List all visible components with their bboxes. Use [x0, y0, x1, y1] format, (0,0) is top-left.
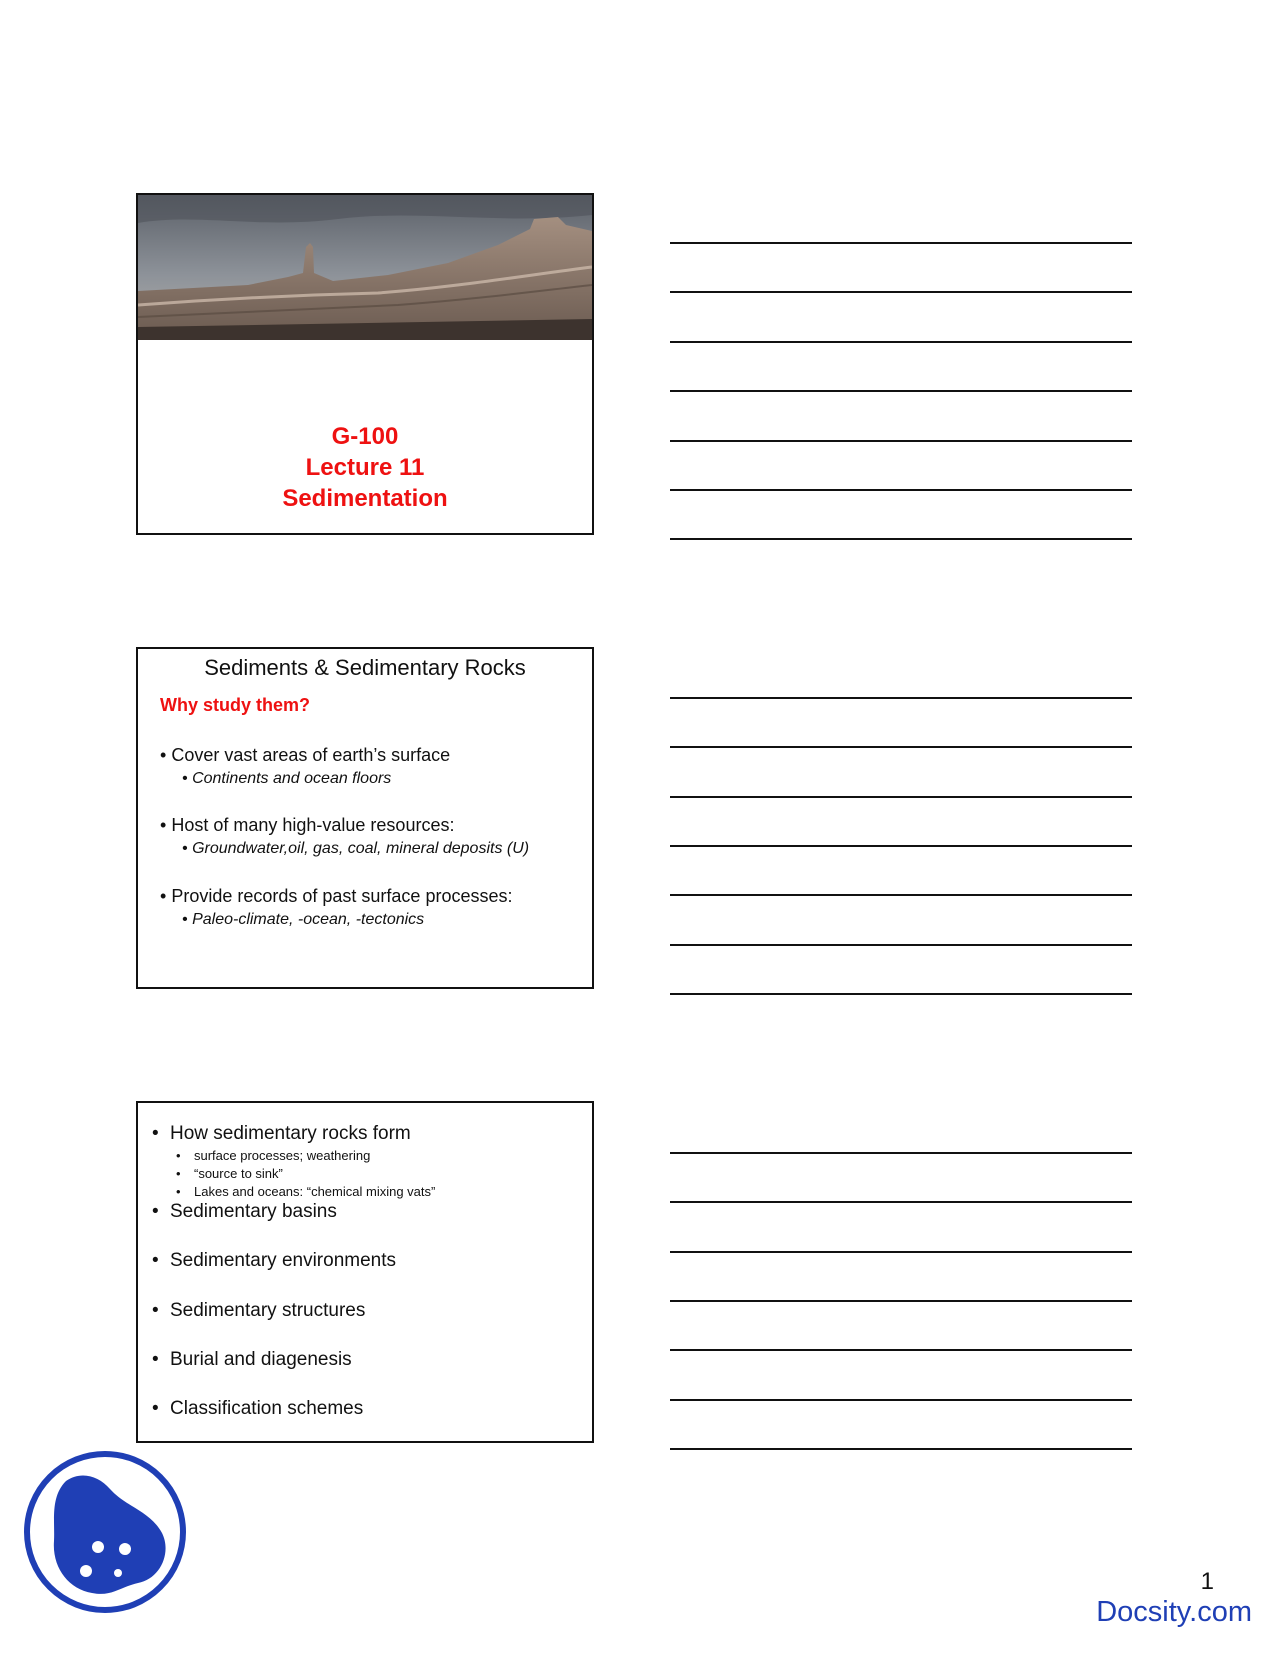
- list-subitem: • Lakes and oceans: “chemical mixing vats”: [176, 1184, 436, 1199]
- bullet-glyph: •: [152, 1398, 159, 1419]
- list-subitem: • surface processes; weathering: [176, 1148, 371, 1163]
- list-item: • Classification schemes: [152, 1398, 364, 1419]
- list-item: • Sedimentary basins: [152, 1201, 337, 1222]
- bullet-glyph: •: [176, 1148, 181, 1163]
- note-line: [670, 796, 1132, 798]
- note-line: [670, 944, 1132, 946]
- bullet-glyph: •: [160, 886, 167, 906]
- bullet-glyph: •: [182, 770, 188, 787]
- note-line: [670, 341, 1132, 343]
- bullet-glyph: •: [182, 911, 188, 928]
- slide-title: [136, 193, 594, 535]
- course-code: G-100: [331, 423, 399, 450]
- note-line: [670, 746, 1132, 748]
- bullet-glyph: •: [152, 1349, 159, 1370]
- note-line: [670, 697, 1132, 699]
- note-line: [670, 845, 1132, 847]
- note-line: [670, 440, 1132, 442]
- note-line: [670, 1251, 1132, 1253]
- lecture-topic: Sedimentation: [282, 485, 448, 512]
- list-item: • Burial and diagenesis: [152, 1349, 352, 1370]
- list-subitem: • Groundwater,oil, gas, coal, mineral deposits (U): [182, 840, 530, 857]
- note-line: [670, 1201, 1132, 1203]
- note-line: [670, 1349, 1132, 1351]
- slide-heading: Sediments & Sedimentary Rocks: [204, 655, 526, 680]
- slide-sediments: [136, 647, 594, 989]
- docsity-logo-icon: [22, 1449, 188, 1615]
- note-line: [670, 489, 1132, 491]
- note-line: [670, 1300, 1132, 1302]
- list-item: • Host of many high-value resources:: [160, 815, 455, 835]
- note-line: [670, 1152, 1132, 1154]
- list-item: • Provide records of past surface processes:: [160, 886, 513, 906]
- landscape-photo: [138, 195, 592, 340]
- list-subitem: • Continents and ocean floors: [182, 770, 392, 787]
- note-line: [670, 242, 1132, 244]
- note-line: [670, 1448, 1132, 1450]
- note-line: [670, 538, 1132, 540]
- slide-title-text: [138, 421, 592, 514]
- bullet-glyph: •: [152, 1201, 159, 1222]
- page-number: 1: [1200, 1568, 1214, 1595]
- docsity-brand-link[interactable]: Docsity.com: [1096, 1596, 1252, 1628]
- slide-subheading: Why study them?: [160, 695, 311, 715]
- note-line: [670, 993, 1132, 995]
- bullet-glyph: •: [176, 1184, 181, 1199]
- bullet-glyph: •: [176, 1166, 181, 1181]
- bullet-glyph: •: [160, 815, 167, 835]
- bullet-glyph: •: [152, 1250, 159, 1271]
- list-item: • Sedimentary structures: [152, 1300, 366, 1321]
- note-line: [670, 291, 1132, 293]
- list-item: • Cover vast areas of earth’s surface: [160, 745, 451, 765]
- note-line: [670, 390, 1132, 392]
- slide-outline: [136, 1101, 594, 1443]
- note-line: [670, 894, 1132, 896]
- note-line: [670, 1399, 1132, 1401]
- bullet-glyph: •: [152, 1300, 159, 1321]
- bullet-glyph: •: [152, 1123, 159, 1144]
- bullet-glyph: •: [182, 840, 188, 857]
- list-item: • Sedimentary environments: [152, 1250, 396, 1271]
- list-subitem: • Paleo-climate, -ocean, -tectonics: [182, 911, 425, 928]
- list-item: • How sedimentary rocks form: [152, 1123, 411, 1144]
- bullet-glyph: •: [160, 745, 167, 765]
- lecture-number: Lecture 11: [305, 454, 425, 481]
- list-subitem: • “source to sink”: [176, 1166, 283, 1181]
